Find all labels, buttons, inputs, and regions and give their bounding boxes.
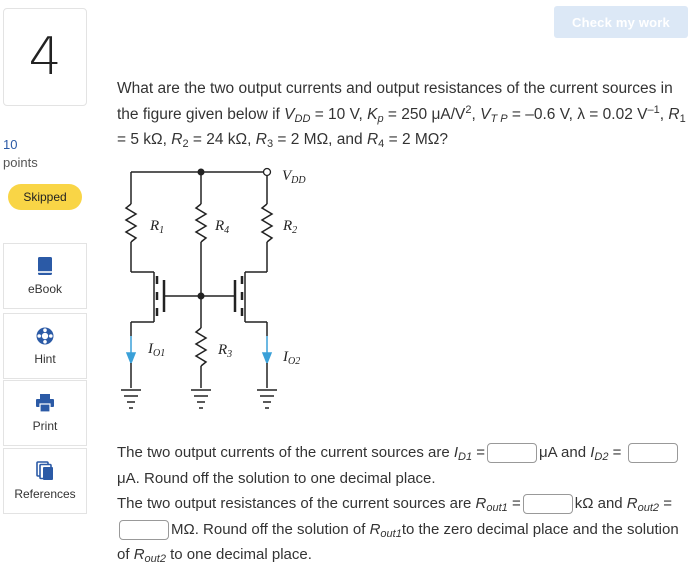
id2-input[interactable] xyxy=(628,443,678,463)
print-label: Print xyxy=(32,419,58,433)
hint-button[interactable] xyxy=(3,313,87,379)
r1-label: $R_1$ xyxy=(150,218,165,236)
rout2-input[interactable] xyxy=(119,520,169,540)
io1-label: $I_{O1}$ xyxy=(148,341,166,359)
io2-label: $I_{O2}$ xyxy=(283,349,301,367)
question-text: What are the two output currents and output resistances of the current sources in the figure given below if $V_{DD} = 10$ V, $K_p = 250$ $\mu A/V^2$, $V_{T P} = -0.6$ V, λ = 0.02 $V^{-1}$, $R_1 = 5$ kΩ, $R_2 = 24$ kΩ, $R_3 = 2$ MΩ, and $R_4 = 2$ MΩ? xyxy=(117,80,686,150)
check-my-work-button[interactable]: Check my work xyxy=(554,6,688,38)
id1-input[interactable] xyxy=(487,443,537,463)
vdd-label: $V_{DD}$ xyxy=(282,168,306,186)
references-button[interactable] xyxy=(3,448,87,514)
r2-label: $R_2$ xyxy=(283,218,298,236)
r3-label: $R_3$ xyxy=(218,342,233,360)
ground-symbols xyxy=(121,390,277,408)
rout1-input[interactable] xyxy=(523,494,573,514)
documents-icon xyxy=(35,461,55,481)
answer-section: The two output currents of the current sources are $I_{D1} = \mu A$ and $I_{D2} = \mu A$. Round off the solution to one decimal place. The two output resistances of the current sources are $R_{out1} = k\Omega$ and $R_{out2} =M\Omega$. Round off the solution of $R_{out1}to$ the zero decimal place and the solution of $R_{out2}$ to one decimal place. xyxy=(117,444,679,565)
printer-icon xyxy=(35,393,55,413)
book-icon xyxy=(35,256,55,276)
ebook-label: eBook xyxy=(27,282,63,296)
lifebuoy-icon xyxy=(35,326,55,346)
circuit-diagram xyxy=(117,160,337,422)
status-badge: Skipped xyxy=(8,184,82,210)
r4-label: $R_4$ xyxy=(215,218,230,236)
hint-label: Hint xyxy=(34,352,56,366)
references-label: References xyxy=(14,487,76,501)
ebook-button[interactable] xyxy=(3,243,87,309)
question-number-card xyxy=(3,8,87,106)
question-number: 4 xyxy=(28,27,62,87)
points-label: points xyxy=(3,155,38,170)
points-value: 10 xyxy=(3,137,18,152)
print-button[interactable] xyxy=(3,380,87,446)
